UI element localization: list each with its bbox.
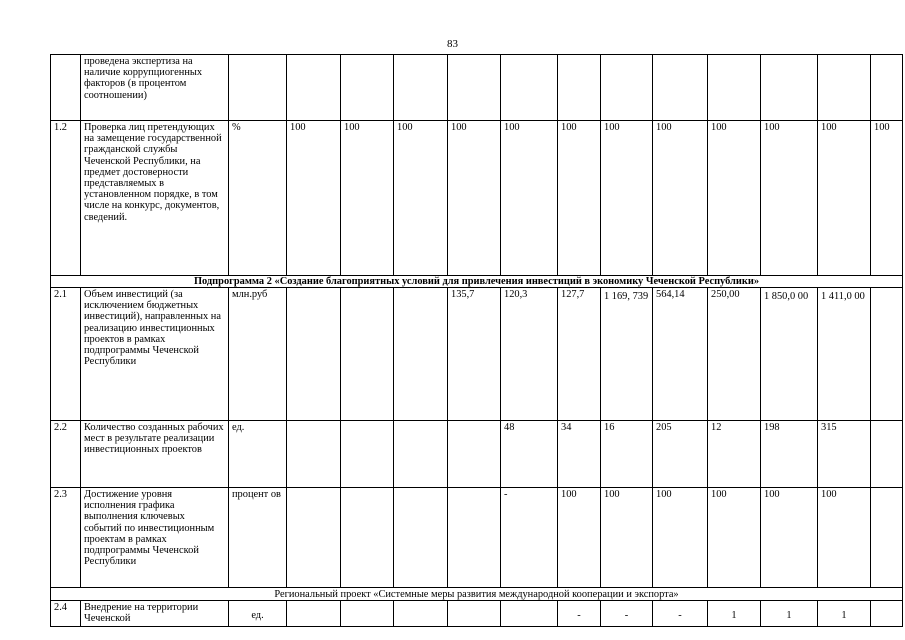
value-cell: 100 — [653, 488, 708, 588]
value-cell: 127,7 — [558, 288, 601, 421]
value-cell — [341, 55, 394, 121]
unit: млн.руб — [229, 288, 287, 421]
table-row — [51, 121, 903, 276]
value-cell: 100 — [558, 121, 601, 276]
value-cell: 100 — [708, 121, 761, 276]
regional-project-title: Региональный проект «Системные меры развития международной кооперации и экспорта» — [51, 588, 903, 601]
value-cell — [448, 601, 501, 627]
value-cell: 198 — [761, 421, 818, 488]
value-cell — [287, 55, 341, 121]
value-cell — [448, 55, 501, 121]
value-cell: 100 — [601, 488, 653, 588]
value-cell: 100 — [818, 488, 871, 588]
unit: % — [229, 121, 287, 276]
value-cell: 1 411,0 00 — [818, 288, 871, 421]
value-cell: 16 — [601, 421, 653, 488]
value-cell: 100 — [448, 121, 501, 276]
value-cell — [341, 488, 394, 588]
value-cell — [501, 55, 558, 121]
value-cell — [394, 421, 448, 488]
value-cell — [341, 421, 394, 488]
value-cell — [448, 421, 501, 488]
section-row — [51, 276, 903, 288]
value-cell: 100 — [394, 121, 448, 276]
value-cell — [287, 288, 341, 421]
value-cell: 100 — [653, 121, 708, 276]
value-cell: 1 — [818, 601, 871, 627]
table-row — [51, 421, 903, 488]
indicator-name: Достижение уровня исполнения графика выполнения ключевых событий по инвестиционным проектам в рамках подпрограммы Чеченской Республики — [81, 488, 229, 588]
section-row — [51, 588, 903, 601]
value-cell: 100 — [287, 121, 341, 276]
unit: ед. — [229, 601, 287, 627]
value-cell: 34 — [558, 421, 601, 488]
value-cell — [287, 421, 341, 488]
value-cell — [394, 488, 448, 588]
table-row — [51, 488, 903, 588]
row-number: 1.2 — [51, 121, 81, 276]
row-number: 2.2 — [51, 421, 81, 488]
indicator-name: Объем инвестиций (за исключением бюджетных инвестиций), направленных на реализацию инвестиционных проектов в рамках подпрограммы Чеченской Республики — [81, 288, 229, 421]
value-cell: - — [558, 601, 601, 627]
value-cell — [653, 55, 708, 121]
unit: процент ов — [229, 488, 287, 588]
value-cell: 100 — [818, 121, 871, 276]
value-cell: 135,7 — [448, 288, 501, 421]
indicators-table — [50, 54, 903, 627]
table-row — [51, 288, 903, 421]
value-cell — [871, 55, 903, 121]
value-cell: 100 — [558, 488, 601, 588]
value-cell — [601, 55, 653, 121]
value-cell: 100 — [501, 121, 558, 276]
value-cell: 564,14 — [653, 288, 708, 421]
page-number: 83 — [447, 38, 458, 50]
value-cell — [871, 288, 903, 421]
row-number: 2.1 — [51, 288, 81, 421]
value-cell — [708, 55, 761, 121]
section-title: Подпрограмма 2 «Создание благоприятных условий для привлечения инвестиций в экономику Чеченской Республики» — [51, 276, 903, 288]
table-row — [51, 55, 903, 121]
value-cell: - — [601, 601, 653, 627]
row-number — [51, 55, 81, 121]
value-cell — [818, 55, 871, 121]
table-row — [51, 601, 903, 627]
value-cell: 100 — [341, 121, 394, 276]
value-cell: 120,3 — [501, 288, 558, 421]
value-cell — [341, 288, 394, 421]
value-cell: 100 — [708, 488, 761, 588]
value-cell: 100 — [761, 488, 818, 588]
value-cell — [394, 288, 448, 421]
value-cell: 205 — [653, 421, 708, 488]
indicator-name: Количество созданных рабочих мест в результате реализации инвестиционных проектов — [81, 421, 229, 488]
value-cell: - — [501, 488, 558, 588]
value-cell: 12 — [708, 421, 761, 488]
value-cell: - — [653, 601, 708, 627]
value-cell: 1 850,0 00 — [761, 288, 818, 421]
value-cell — [871, 488, 903, 588]
value-cell — [501, 601, 558, 627]
value-cell — [287, 488, 341, 588]
value-cell: 100 — [871, 121, 903, 276]
value-cell: 100 — [601, 121, 653, 276]
indicator-name: Проверка лиц претендующих на замещение государственной гражданской службы Чеченской Республики, на предмет достоверности представляемых в установленном порядке, в том числе на конкурс, документов, сведений. — [81, 121, 229, 276]
value-cell — [448, 488, 501, 588]
value-cell: 315 — [818, 421, 871, 488]
row-number: 2.3 — [51, 488, 81, 588]
value-cell: 250,00 — [708, 288, 761, 421]
unit — [229, 55, 287, 121]
value-cell: 1 169, 739 — [601, 288, 653, 421]
value-cell: 100 — [761, 121, 818, 276]
value-cell — [871, 601, 903, 627]
value-cell — [761, 55, 818, 121]
value-cell — [394, 601, 448, 627]
value-cell — [558, 55, 601, 121]
value-cell — [341, 601, 394, 627]
value-cell — [871, 421, 903, 488]
value-cell: 48 — [501, 421, 558, 488]
value-cell: 1 — [761, 601, 818, 627]
indicator-name: проведена экспертиза на наличие коррупциогенных факторов (в процентом соотношении) — [81, 55, 229, 121]
value-cell: 1 — [708, 601, 761, 627]
row-number: 2.4 — [51, 601, 81, 627]
value-cell — [394, 55, 448, 121]
value-cell — [287, 601, 341, 627]
unit: ед. — [229, 421, 287, 488]
indicator-name: Внедрение на территории Чеченской — [81, 601, 229, 627]
